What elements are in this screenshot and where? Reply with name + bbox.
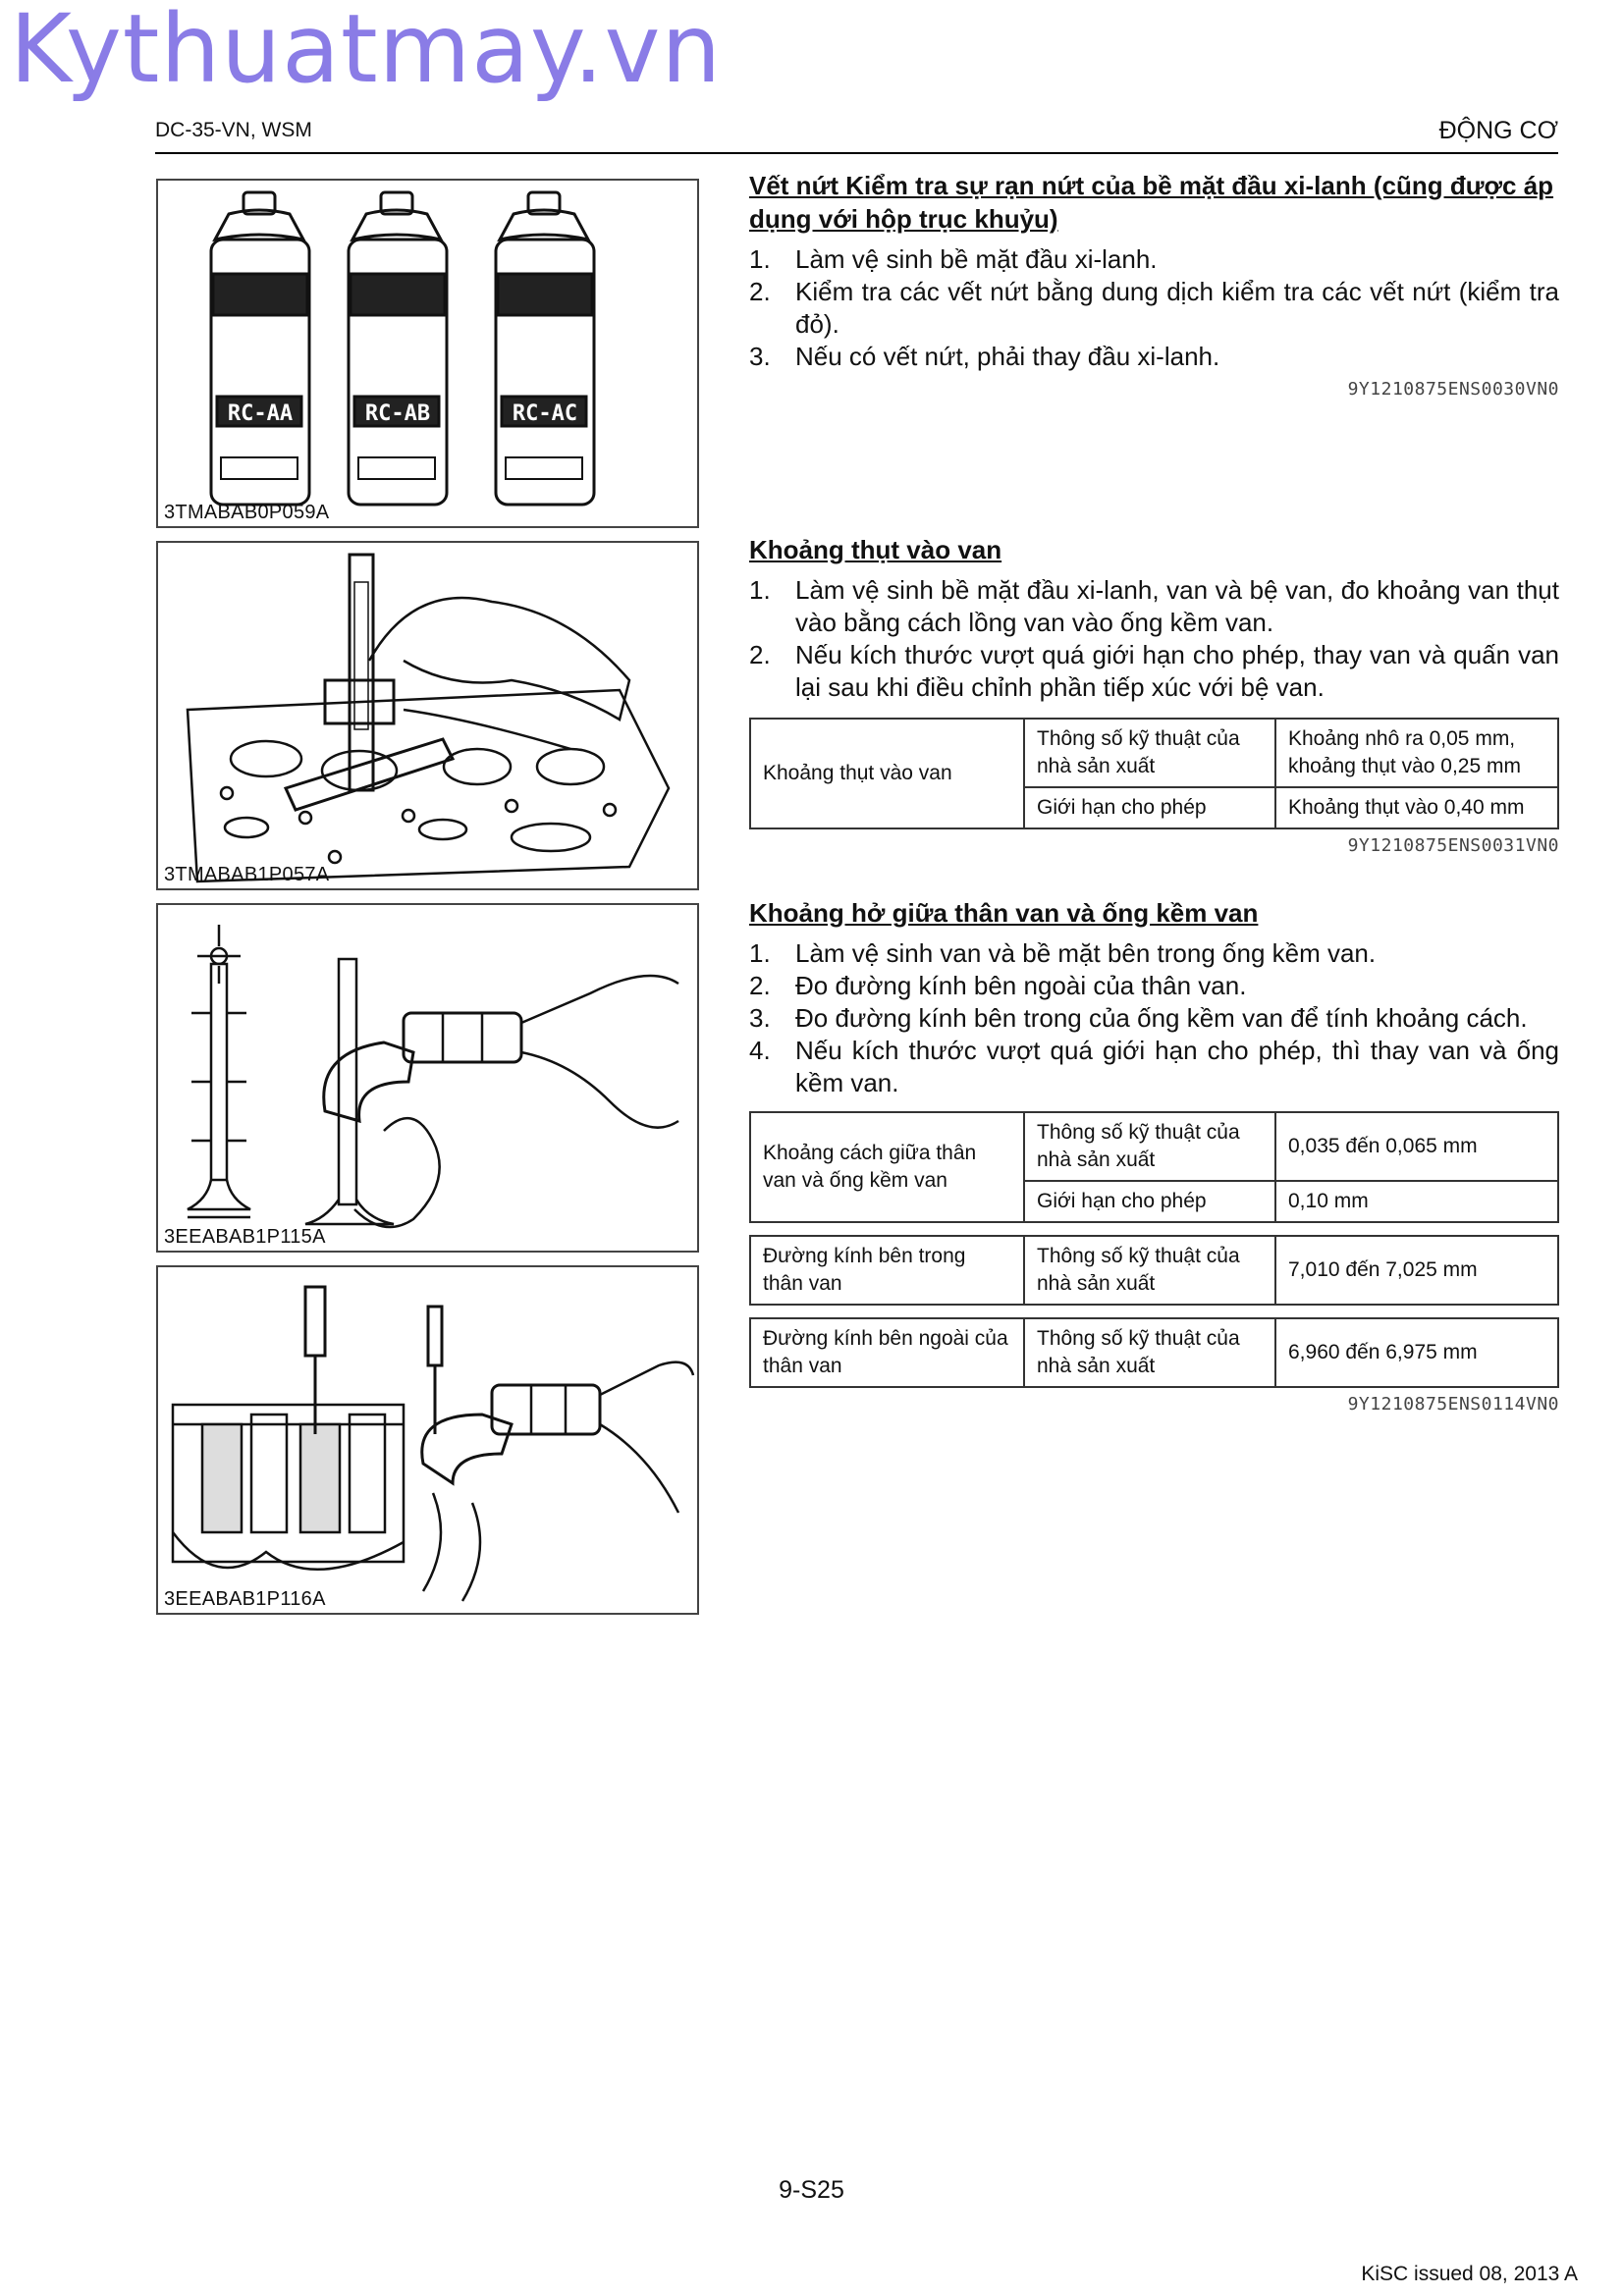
valve-stem-micrometer-illustration — [158, 905, 697, 1251]
figure-caption: 3EEABAB1P115A — [164, 1226, 326, 1248]
header-doc-code: DC-35-VN, WSM — [155, 119, 312, 141]
can-label-ab: RC-AB — [364, 401, 431, 426]
step-list — [749, 937, 1559, 1099]
section-crack-check — [749, 169, 1559, 400]
figure-valve-stem — [156, 903, 699, 1253]
reference-code: 9Y1210875ENS0030VN0 — [1347, 379, 1559, 400]
table-limit-value: Khoảng thụt vào 0,40 mm — [1275, 787, 1558, 828]
reference-code: 9Y1210875ENS0031VN0 — [1347, 835, 1559, 856]
spec-table-clearance — [749, 1111, 1559, 1223]
table-limit-value: 0,10 mm — [1275, 1181, 1558, 1222]
figure-valve-recess — [156, 541, 699, 890]
issue-info: KiSC issued 08, 2013 A — [1361, 2263, 1578, 2285]
section-stem-clearance — [749, 896, 1559, 1415]
header-rule — [155, 152, 1558, 154]
page-number: 9-S25 — [779, 2176, 844, 2204]
list-item: 3. Nếu có vết nứt, phải thay đầu xi-lanh. — [749, 342, 1220, 371]
figure-valve-guide — [156, 1265, 699, 1615]
figure-caption: 3TMABAB1P057A — [164, 864, 330, 885]
list-item: 2. Kiểm tra các vết nứt bằng dung dịch kiểm tra các vết nứt (kiểm tra đỏ). — [749, 277, 1559, 339]
table-limit-label: Giới hạn cho phép — [1024, 787, 1275, 828]
table-item-label: Khoảng cách giữa thân van và ống kềm van — [750, 1112, 1024, 1222]
reference-code: 9Y1210875ENS0114VN0 — [1347, 1394, 1559, 1415]
table-spec-label: Thông số kỹ thuật của nhà sản xuất — [1024, 1112, 1275, 1181]
can-label-aa: RC-AA — [227, 401, 294, 426]
spec-table-outer-diameter — [749, 1317, 1559, 1388]
list-item: 2. Đo đường kính bên ngoài của thân van. — [749, 971, 1247, 1000]
table-spec-label: Thông số kỹ thuật của nhà sản xuất — [1024, 1236, 1275, 1305]
section-title: Khoảng hở giữa thân van và ống kềm van — [749, 898, 1259, 928]
list-item: 1. Làm vệ sinh bề mặt đầu xi-lanh. — [749, 244, 1158, 274]
step-list — [749, 243, 1559, 373]
list-item: 3. Đo đường kính bên trong của ống kềm van để tính khoảng cách. — [749, 1003, 1528, 1033]
table-item-label: Đường kính bên ngoài của thân van — [750, 1318, 1024, 1387]
list-item: 4. Nếu kích thước vượt quá giới hạn cho phép, thì thay van và ống kềm van. — [749, 1036, 1559, 1097]
table-spec-value: Khoảng nhô ra 0,05 mm, khoảng thụt vào 0,25 mm — [1275, 719, 1558, 787]
list-item: 1. Làm vệ sinh van và bề mặt bên trong ống kềm van. — [749, 938, 1377, 968]
section-valve-recess — [749, 533, 1559, 856]
figure-caption: 3EEABAB1P116A — [164, 1588, 326, 1610]
depth-gauge-on-cylinder-head-illustration — [158, 543, 697, 888]
table-item-label: Đường kính bên trong thân van — [750, 1236, 1024, 1305]
table-spec-value: 7,010 đến 7,025 mm — [1275, 1236, 1558, 1305]
table-spec-label: Thông số kỹ thuật của nhà sản xuất — [1024, 719, 1275, 787]
crack-check-spray-cans-illustration — [158, 181, 697, 526]
figure-caption: 3TMABAB0P059A — [164, 502, 330, 523]
table-spec-label: Thông số kỹ thuật của nhà sản xuất — [1024, 1318, 1275, 1387]
section-title: Khoảng thụt vào van — [749, 535, 1002, 564]
can-label-ac: RC-AC — [512, 401, 578, 426]
header-section-title: ĐỘNG CƠ — [1438, 117, 1558, 144]
table-limit-label: Giới hạn cho phép — [1024, 1181, 1275, 1222]
step-list — [749, 574, 1559, 704]
table-spec-value: 6,960 đến 6,975 mm — [1275, 1318, 1558, 1387]
table-spec-value: 0,035 đến 0,065 mm — [1275, 1112, 1558, 1181]
table-item-label: Khoảng thụt vào van — [750, 719, 1024, 828]
spec-table-inner-diameter — [749, 1235, 1559, 1306]
section-title: Vết nứt Kiểm tra sự rạn nứt của bề mặt đầu xi-lanh (cũng được áp dụng với hộp trục khuỷu) — [749, 171, 1554, 234]
spec-table-recess — [749, 718, 1559, 829]
list-item: 2. Nếu kích thước vượt quá giới hạn cho phép, thay van và quấn van lại sau khi điều chỉnh phần tiếp xúc với bệ van. — [749, 640, 1559, 702]
figure-crack-check-cans — [156, 179, 699, 528]
list-item: 1. Làm vệ sinh bề mặt đầu xi-lanh, van và bệ van, đo khoảng van thụt vào bằng cách lồng van vào ống kềm van. — [749, 575, 1559, 637]
valve-guide-gauge-illustration — [158, 1267, 697, 1613]
watermark: Kythuatmay.vn — [10, 0, 723, 104]
